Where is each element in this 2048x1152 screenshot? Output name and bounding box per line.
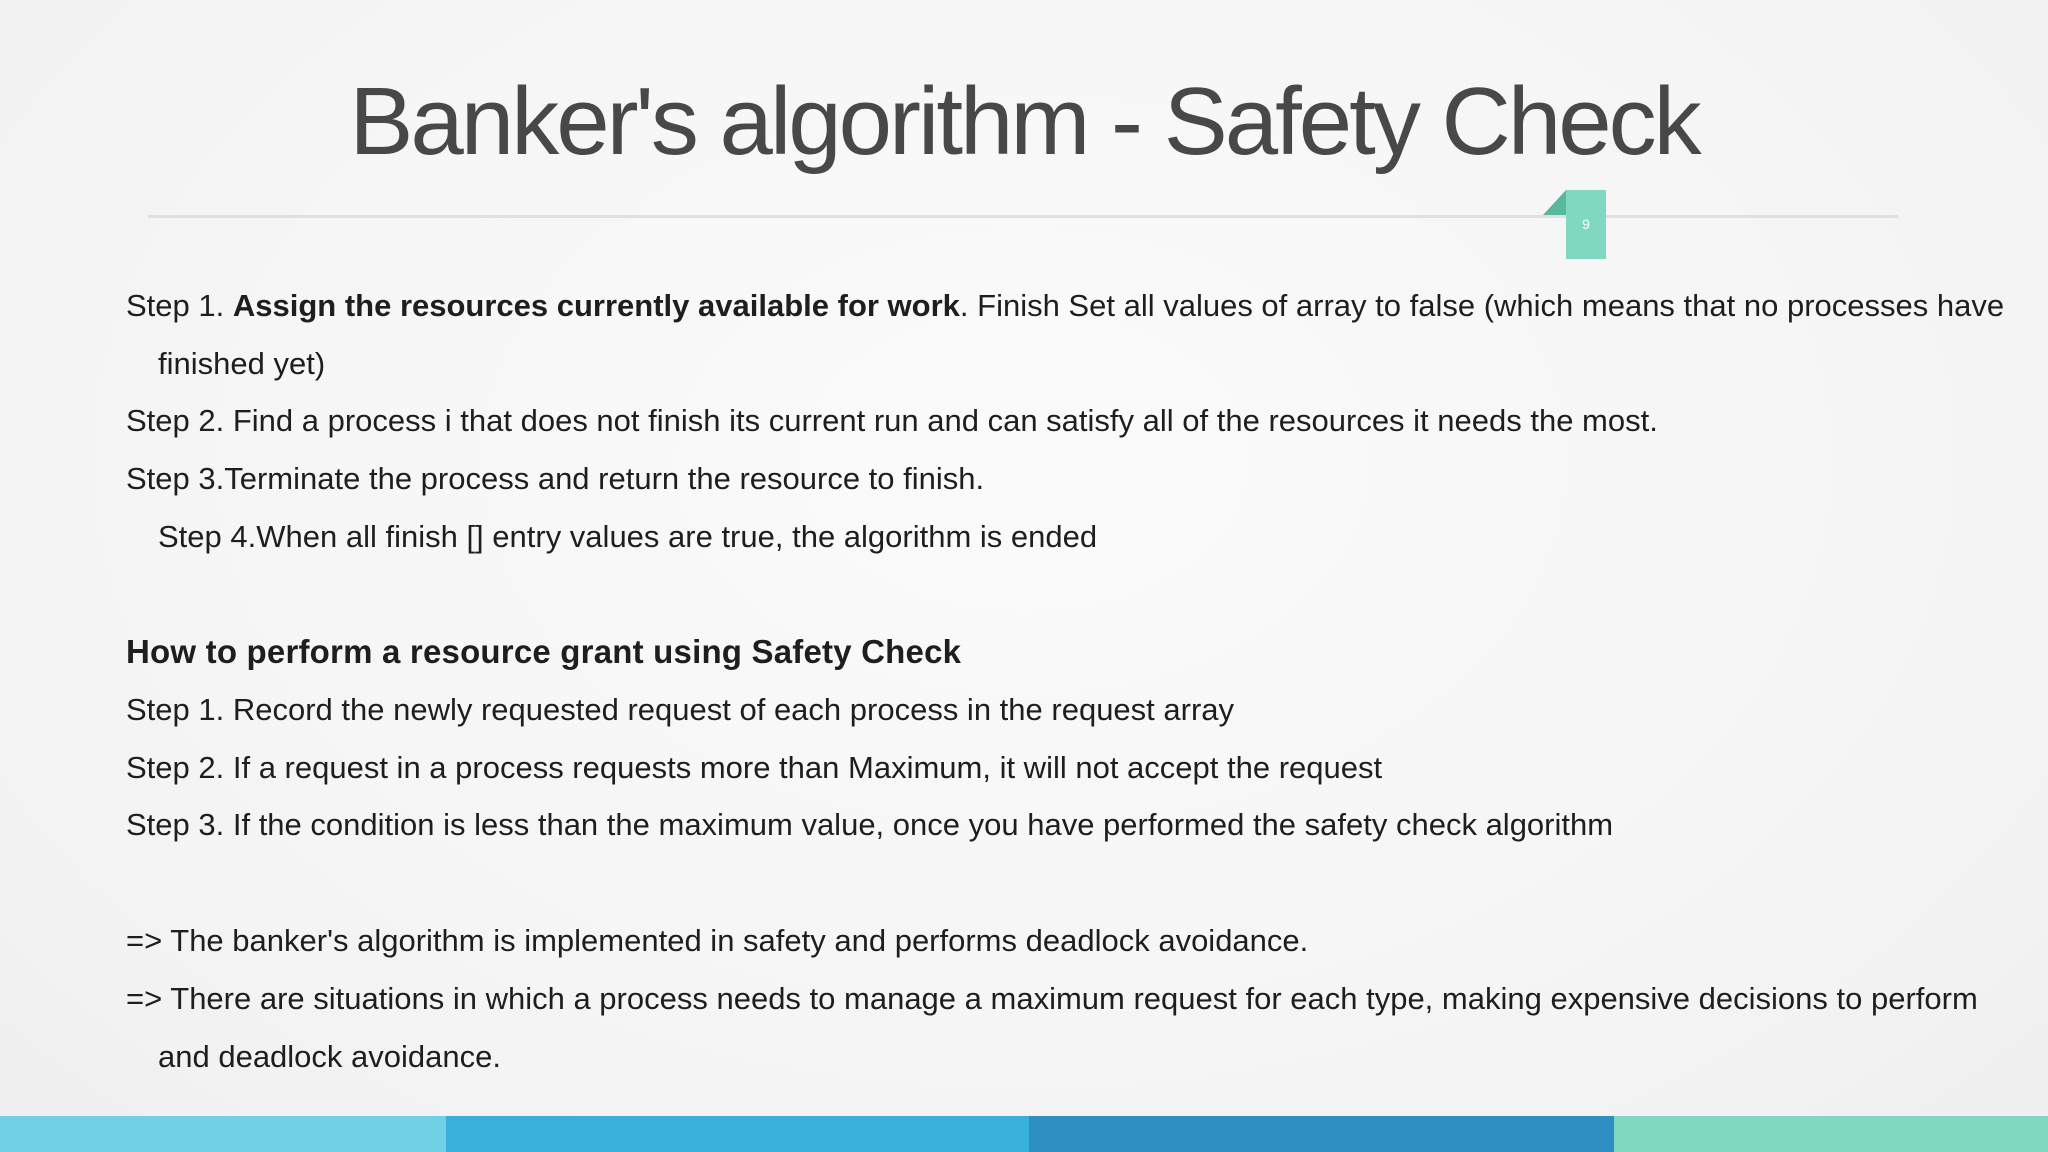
conclusion-2-continuation: and deadlock avoidance. (158, 1039, 501, 1074)
title-divider (148, 215, 1898, 218)
bottom-bar-segment-4 (1614, 1116, 2048, 1152)
bottom-bar-segment-3 (1029, 1116, 1614, 1152)
safety-step-4: Step 4.When all finish [] entry values are true, the algorithm is ended (158, 519, 1098, 554)
safety-step-2: Step 2. Find a process i that does not finish its current run and can satisfy all of the resources it needs the most. (126, 403, 1658, 438)
conclusion-2: => There are situations in which a process needs to manage a maximum request for each type, making expensive decisions to perform (126, 981, 1978, 1016)
slide-title: Banker's algorithm - Safety Check (349, 68, 1699, 175)
safety-step-1-prefix: Step 1. (126, 288, 233, 323)
safety-step-3: Step 3.Terminate the process and return the resource to finish. (126, 461, 985, 496)
bottom-bar-segment-1 (0, 1116, 446, 1152)
page-tag-fold (1543, 190, 1566, 215)
bottom-color-bar (0, 1116, 2048, 1152)
grant-step-3: Step 3. If the condition is less than the maximum value, once you have performed the safety check algorithm (126, 807, 1614, 842)
safety-step-1-bold: Assign the resources currently available for work (232, 288, 960, 323)
conclusion-1: => The banker's algorithm is implemented in safety and performs deadlock avoidance. (126, 923, 1309, 958)
safety-step-1 (126, 286, 2004, 326)
section-heading: How to perform a resource grant using Safety Check (126, 633, 962, 670)
safety-step-1-continuation: finished yet) (158, 346, 326, 381)
safety-step-1-rest: . Finish Set all values of array to false (which means that no processes have (959, 288, 2005, 323)
page-number-tag: 9 (1566, 190, 1606, 259)
grant-step-2: Step 2. If a request in a process requests more than Maximum, it will not accept the request (126, 750, 1383, 785)
grant-step-1: Step 1. Record the newly requested request of each process in the request array (126, 692, 1235, 727)
bottom-bar-segment-2 (446, 1116, 1029, 1152)
